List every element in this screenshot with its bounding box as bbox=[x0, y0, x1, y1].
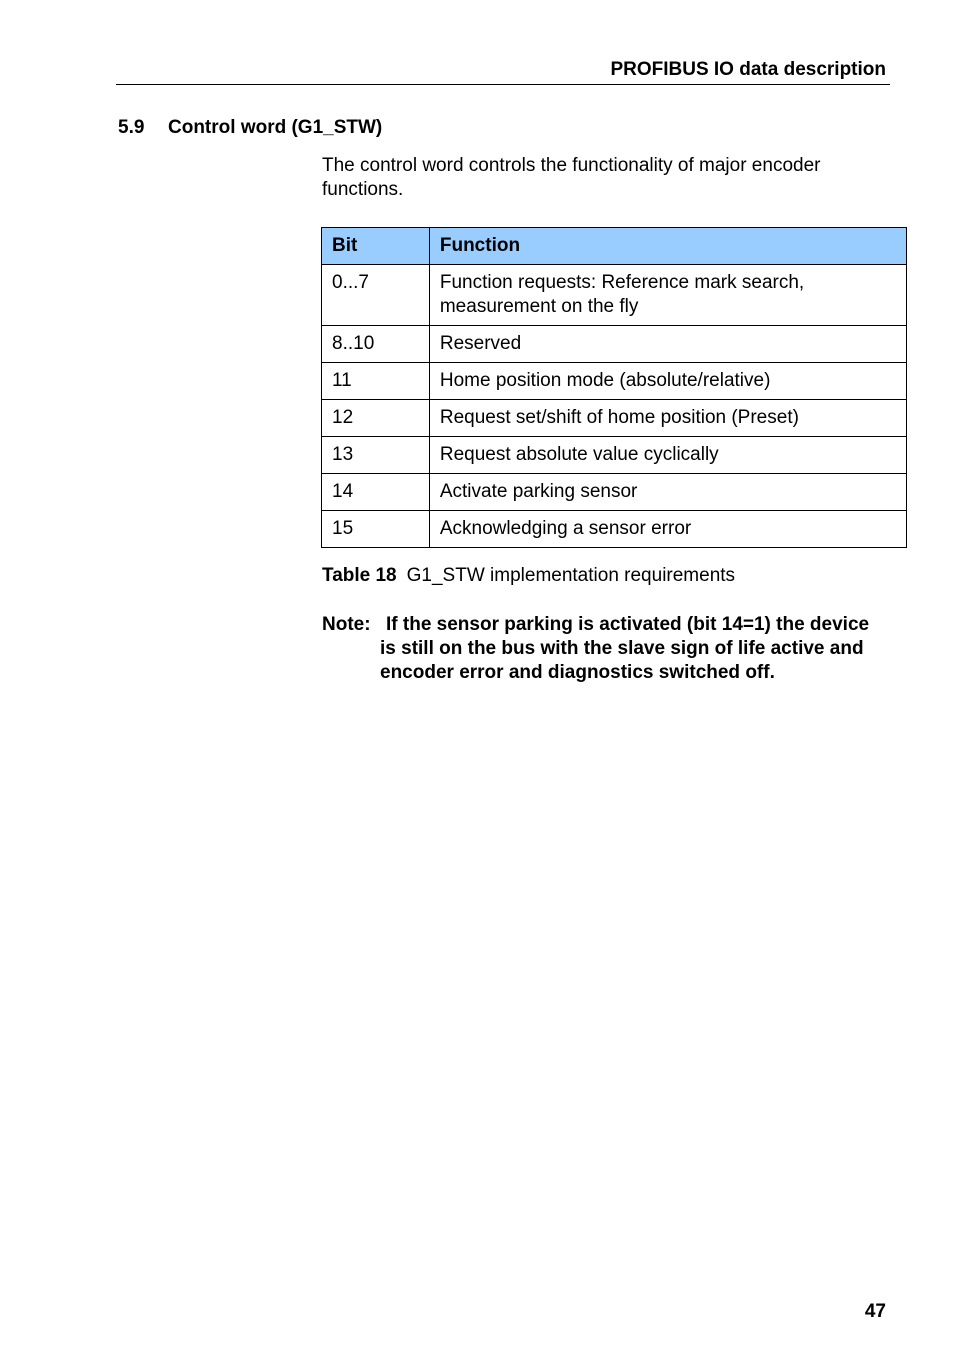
caption-label: Table 18 bbox=[322, 565, 397, 586]
table-row bbox=[322, 265, 907, 326]
note-text: If the sensor parking is activated (bit 14=1) the device is still on the bus with the slave sign of life active and encoder error and diagnostics switched off. bbox=[380, 614, 870, 683]
section-number: 5.9 bbox=[118, 117, 145, 138]
table-row bbox=[322, 400, 907, 437]
table-row bbox=[322, 474, 907, 511]
bit-function-table bbox=[321, 227, 907, 548]
section-title: Control word (G1_STW) bbox=[168, 117, 383, 138]
intro-paragraph: The control word controls the functionality of major encoder functions. bbox=[322, 155, 821, 200]
bit-cell: 0...7 bbox=[322, 265, 430, 326]
bit-cell: 11 bbox=[322, 363, 430, 400]
note-label: Note: bbox=[322, 614, 371, 635]
page-number: 47 bbox=[864, 1301, 886, 1322]
table-header-row bbox=[322, 228, 907, 265]
function-cell: Reserved bbox=[429, 326, 906, 363]
table-row bbox=[322, 437, 907, 474]
function-cell: Function requests: Reference mark search, measurement on the fly bbox=[429, 265, 906, 326]
function-cell: Acknowledging a sensor error bbox=[429, 511, 906, 548]
table-row bbox=[322, 326, 907, 363]
section-heading bbox=[118, 116, 382, 140]
function-cell: Home position mode (absolute/relative) bbox=[429, 363, 906, 400]
function-cell: Request absolute value cyclically bbox=[429, 437, 906, 474]
bit-cell: 14 bbox=[322, 474, 430, 511]
function-cell: Request set/shift of home position (Preset) bbox=[429, 400, 906, 437]
bit-cell: 8..10 bbox=[322, 326, 430, 363]
note-block bbox=[322, 613, 882, 685]
header-title: PROFIBUS IO data description bbox=[610, 59, 886, 80]
column-header-bit: Bit bbox=[322, 228, 430, 265]
caption-text: G1_STW implementation requirements bbox=[406, 565, 736, 586]
bit-cell: 12 bbox=[322, 400, 430, 437]
running-header bbox=[116, 58, 890, 85]
table-row bbox=[322, 363, 907, 400]
bit-cell: 15 bbox=[322, 511, 430, 548]
column-header-function: Function bbox=[429, 228, 906, 265]
bit-cell: 13 bbox=[322, 437, 430, 474]
function-cell: Activate parking sensor bbox=[429, 474, 906, 511]
table-row bbox=[322, 511, 907, 548]
table-caption bbox=[322, 564, 735, 588]
